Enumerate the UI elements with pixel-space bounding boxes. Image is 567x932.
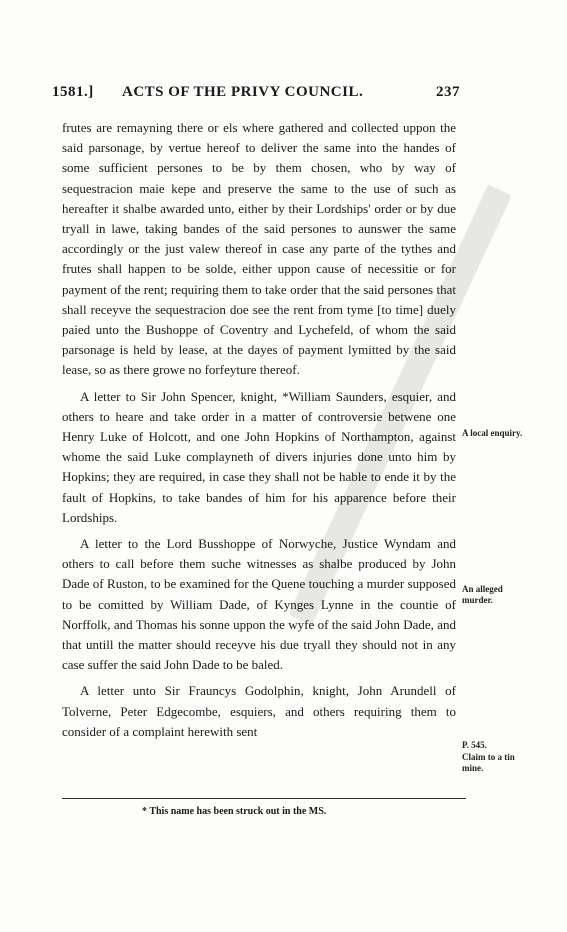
header-title: ACTS OF THE PRIVY COUNCIL. — [122, 84, 364, 100]
footnote: * This name has been struck out in the MS. — [142, 806, 327, 817]
paragraph-godolphin-letter: A letter unto Sir Frauncys Godolphin, knight, John Arundell of Tolverne, Peter Edgecombe, esquiers, and others requiring them to consider of a complaint herewith sent — [62, 683, 456, 739]
paragraph-continuation: frutes are remayning there or els where gathered and collected uppon the said parsonage, by vertue hereof to deliver the same into the handes of some sufficient persones to be by them chosen, who by way of sequestracion maie kepe and preserve the same to the use of such as hereafter it shalbe awarded unto, either by their Lordships' order or by due tryall in lawe, taking bandes of the said persones to aunswer the same accordingly or the just valew thereof in case any parte of the tythes and frutes shall happen to be solde, either uppon cause of necessitie or for payment of the rent; requiring them to take order that the said persones that shall receyve the sequestracion doe see the rent from tyme [to time] duely paied unto the Bushoppe of Coventry and Lychefeld, of whom the said parsonage is held by lease, at the dayes of payment lymitted by the said lease, so as there growe no forfeyture thereof. — [62, 120, 456, 378]
page-number: 237 — [436, 84, 460, 100]
footnote-rule — [62, 798, 466, 799]
header-year: 1581.] — [52, 84, 94, 100]
paragraph-spencer-letter: A letter to Sir John Spencer, knight, *William Saunders, esquier, and others to heare and take order in a matter of controversie betwene one Henry Luke of Holcott, and one John Hopkins of Northampton, against whome the said Luke complayneth of divers injuries done unto him by Hopkins; they are required, in case they shall not be hable to ende it by the fault of Hopkins, to take bandes of him for his apparence before their Lordships. — [62, 388, 456, 525]
margin-note-local-enquiry: A local enquiry. — [462, 428, 523, 438]
margin-note-tin-mine: Claim to a tin mine. — [462, 752, 515, 773]
paragraph-norwyche-letter: A letter to the Lord Busshoppe of Norwyche, Justice Wyndam and others to call before them suche witnesses as shalbe produced by John Dade of Ruston, to be examined for the Quene touching a murder supposed to be comitted by William Dade, of Kynges Lynne in the countie of Norffolk, and Thomas his sonne uppon the wyfe of the said John Dade, and that untill the matter should receyve his due tryall they should not in any case suffer the said John Dade to be baled. — [62, 536, 456, 673]
margin-note-page-ref: P. 545. — [462, 740, 487, 750]
margin-note-alleged-murder: An alleged murder. — [462, 584, 503, 605]
page-body — [62, 118, 456, 748]
